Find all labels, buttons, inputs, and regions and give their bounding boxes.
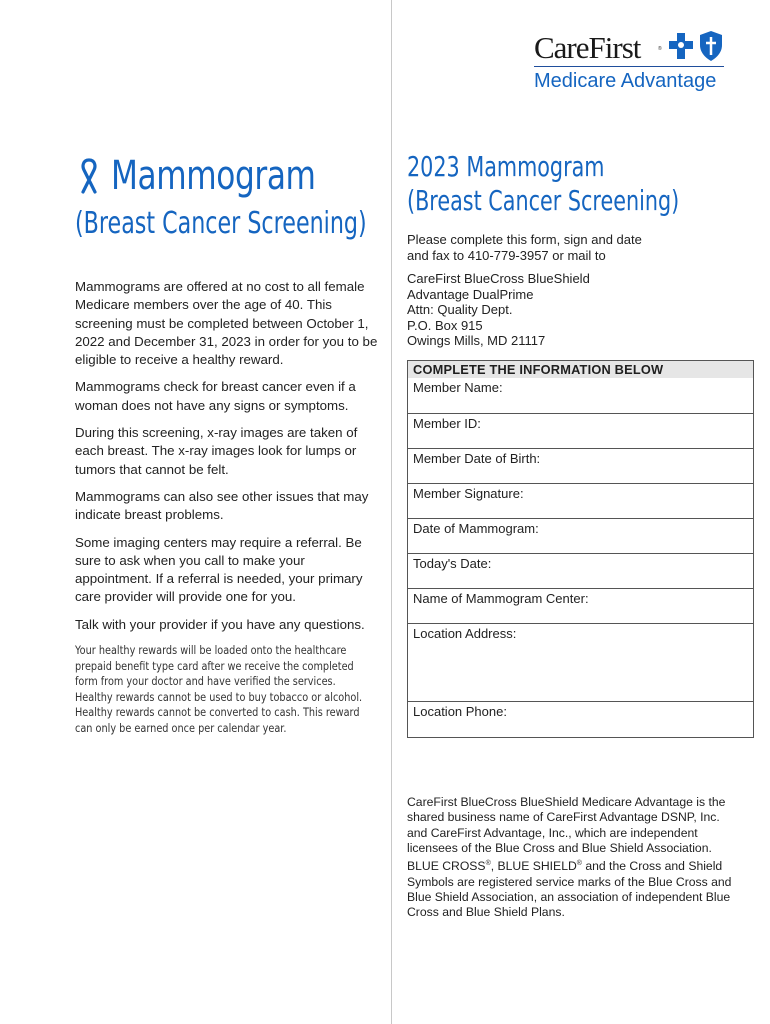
member-dob-field[interactable]: Member Date of Birth: xyxy=(408,448,753,483)
logo-trademark: ® xyxy=(658,46,662,52)
legal-disclaimer xyxy=(407,795,737,920)
info-paragraph: During this screening, x-ray images are taken of each breast. The x-ray images look for lumps or tumors that cannot be felt. xyxy=(75,425,358,477)
form-column xyxy=(407,150,754,349)
member-id-field[interactable]: Member ID: xyxy=(408,413,753,448)
carefirst-logo xyxy=(530,30,730,100)
instructions-line: Please complete this form, sign and date xyxy=(407,232,642,247)
form-title-line2: (Breast Cancer Screening) xyxy=(407,184,680,217)
mailing-address xyxy=(407,271,754,349)
info-paragraph: Mammograms are offered at no cost to all female Medicare members over the age of 40. This screening must be completed between October 1, 2022 and December 31, 2023 in order for you to be eligible to receive a healthy reward. xyxy=(75,279,378,368)
page-subtitle: (Breast Cancer Screening) xyxy=(75,206,367,241)
logo-rule xyxy=(534,66,724,67)
logo-wordmark: CareFirst xyxy=(534,30,641,65)
todays-date-field[interactable]: Today's Date: xyxy=(408,553,753,588)
legal-text: and the Cross and Shield Symbols are registered service marks of the Blue Cross and Blue Shield Association, an association of independent Blue Cross and Blue Shield Plans. xyxy=(407,859,732,920)
logo-subtitle: Medicare Advantage xyxy=(534,70,717,92)
blue-cross-icon xyxy=(668,32,694,60)
info-column xyxy=(75,150,380,737)
location-address-field[interactable]: Location Address: xyxy=(408,623,753,701)
address-line: Advantage DualPrime xyxy=(407,286,534,302)
member-form xyxy=(407,360,754,738)
legal-text: , BLUE SHIELD xyxy=(490,859,577,874)
form-instructions xyxy=(407,232,754,263)
location-phone-field[interactable]: Location Phone: xyxy=(408,701,753,737)
column-divider xyxy=(391,0,392,1024)
form-title-line1: 2023 Mammogram xyxy=(407,150,605,183)
info-paragraph: Talk with your provider if you have any questions. xyxy=(75,616,365,632)
title-row xyxy=(75,150,380,202)
page-title: Mammogram xyxy=(111,153,316,199)
info-paragraph: Some imaging centers may require a referral. Be sure to ask when you call to make your appointment. If a referral is needed, your primary care provider will provide one for you. xyxy=(75,534,363,605)
awareness-ribbon-icon xyxy=(75,156,103,196)
address-line: Attn: Quality Dept. xyxy=(407,302,513,317)
member-signature-field[interactable]: Member Signature: xyxy=(408,483,753,518)
mammogram-date-field[interactable]: Date of Mammogram: xyxy=(408,518,753,553)
info-paragraph: Mammograms check for breast cancer even if a woman does not have any signs or symptoms. xyxy=(75,379,356,413)
legal-text: CareFirst BlueCross BlueShield Medicare Advantage is the shared business name of CareFirst Advantage DSNP, Inc. and CareFirst Advantage, Inc., which are independent licensees of the Blue Cross and Blue Shield Association. BLUE CROSS xyxy=(407,795,726,874)
registered-mark: ® xyxy=(485,860,491,868)
address-line: CareFirst BlueCross BlueShield xyxy=(407,271,590,286)
form-header: COMPLETE THE INFORMATION BELOW xyxy=(408,361,753,378)
address-line: Owings Mills, MD 21117 xyxy=(407,333,546,348)
blue-shield-icon xyxy=(698,30,724,62)
info-paragraph: Mammograms can also see other issues that may indicate breast problems. xyxy=(75,488,369,523)
instructions-line: and fax to 410-779-3957 or mail to xyxy=(407,247,606,263)
fine-print: Your healthy rewards will be loaded onto the healthcare prepaid benefit type card after we receive the completed form from your doctor and have verified the services. Healthy rewards cannot be used to buy tobacco or alcohol. Healthy rewards cannot be converted to cash. This reward can only be earned once per calendar year. xyxy=(75,644,363,736)
registered-mark: ® xyxy=(576,860,582,868)
member-name-field[interactable]: Member Name: xyxy=(413,380,503,395)
mammogram-center-field[interactable]: Name of Mammogram Center: xyxy=(408,588,753,623)
address-line: P.O. Box 915 xyxy=(407,317,483,333)
